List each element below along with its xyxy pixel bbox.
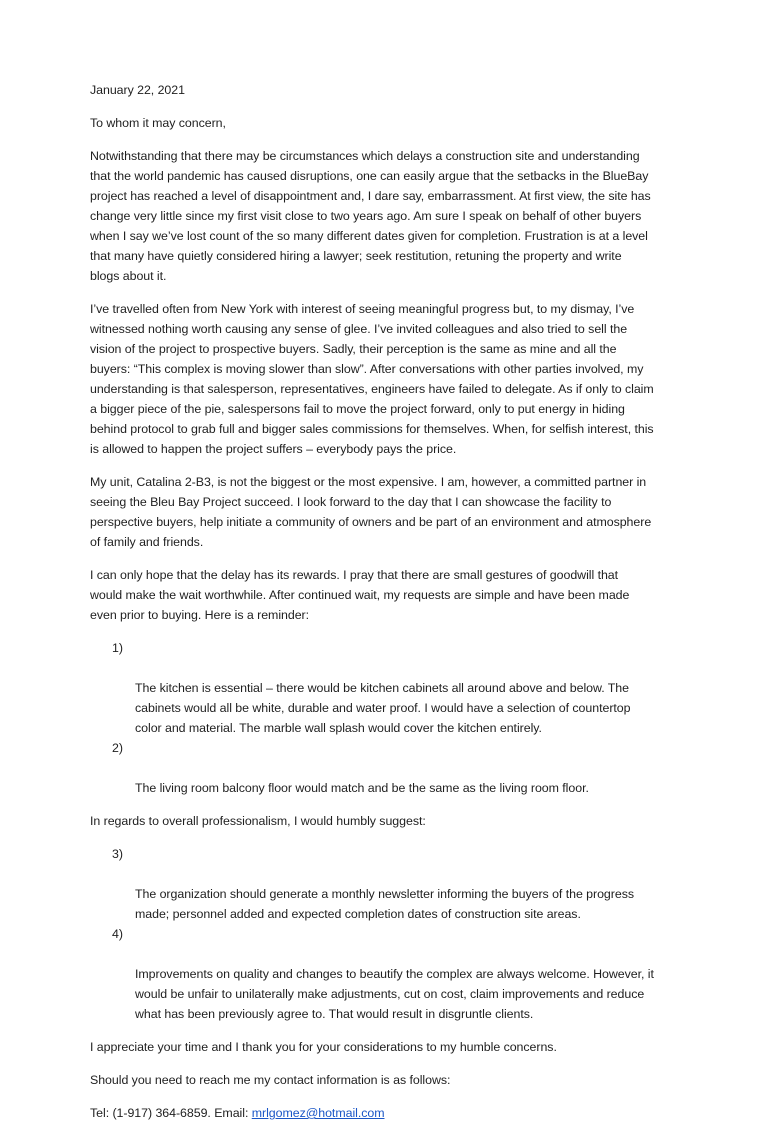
list-item-text: Improvements on quality and changes to beautify the complex are always welcome. However, it would be unfair to unilaterally make adjustments, cut on cost, claim improvements and reduce what has been previously agree to. That would result in disgruntle clients. [135,967,654,1021]
letter-date: January 22, 2021 [90,83,185,97]
list-item-text: The organization should generate a monthly newsletter informing the buyers of the progress made; personnel added and expected completion dates of construction site areas. [135,887,634,921]
list-item-number: 2) [112,741,123,755]
letter-document [90,80,680,1136]
list-item-number: 4) [112,927,123,941]
suggestion-list [90,844,680,1024]
paragraph-1: Notwithstanding that there may be circumstances which delays a construction site and understanding that the world pandemic has caused disruptions, one can easily argue that the setbacks in the BlueBay project has reached a level of disappointment and, I dare say, embarrassment. At first view, the site has change very little since my first visit close to two years ago. Am sure I speak on behalf of other buyers when I say we’ve lost count of the so many different dates given for completion. Frustration is at a level that many have quietly considered hiring a lawyer; seek restitution, retuning the property and write blogs about it. [90,149,651,283]
email-link[interactable]: mrlgomez@hotmail.com [251,1106,385,1120]
contact-line [90,1103,680,1123]
paragraph-2: I’ve travelled often from New York with interest of seeing meaningful progress but, to my dismay, I’ve witnessed nothing worth causing any sense of glee. I’ve invited colleagues and also tried to sell the vision of the project to prospective buyers. Sadly, their perception is the same as mine and all the buyers: “This complex is moving slower than slow”. After conversations with other parties involved, my understanding is that salesperson, representatives, engineers have failed to delegate. As if only to claim a bigger piece of the pie, salespersons fail to move the project forward, only to put energy in hiding behind protocol to grab full and bigger sales commissions for themselves. When, for selfish interest, this is allowed to happen the project suffers – everybody pays the price. [90,302,654,456]
list-item [90,924,680,1024]
list-item [90,844,680,924]
paragraph-4: I can only hope that the delay has its rewards. I pray that there are small gestures of goodwill that would make the wait worthwhile. After continued wait, my requests are simple and have been made even prior to buying. Here is a reminder: [90,568,630,622]
paragraph-5: In regards to overall professionalism, I would humbly suggest: [90,814,426,828]
paragraph-3: My unit, Catalina 2-B3, is not the biggest or the most expensive. I am, however, a committed partner in seeing the Bleu Bay Project succeed. I look forward to the day that I can showcase the facility to perspective buyers, help initiate a community of owners and be part of an environment and atmosphere of family and friends. [90,475,652,549]
letter-salutation: To whom it may concern, [90,116,226,130]
list-item-number: 1) [112,641,123,655]
list-item-number: 3) [112,847,123,861]
contact-prefix: Tel: (1-917) 364-6859. Email: [90,1106,252,1120]
paragraph-6: I appreciate your time and I thank you for your considerations to my humble concerns. [90,1040,557,1054]
paragraph-7: Should you need to reach me my contact information is as follows: [90,1073,451,1087]
list-item [90,738,680,798]
list-item [90,638,680,738]
list-item-text: The kitchen is essential – there would be kitchen cabinets all around above and below. The cabinets would all be white, durable and water proof. I would have a selection of countertop color and material. The marble wall splash would cover the kitchen entirely. [135,681,631,735]
list-item-text: The living room balcony floor would match and be the same as the living room floor. [135,781,589,795]
request-list [90,638,680,798]
